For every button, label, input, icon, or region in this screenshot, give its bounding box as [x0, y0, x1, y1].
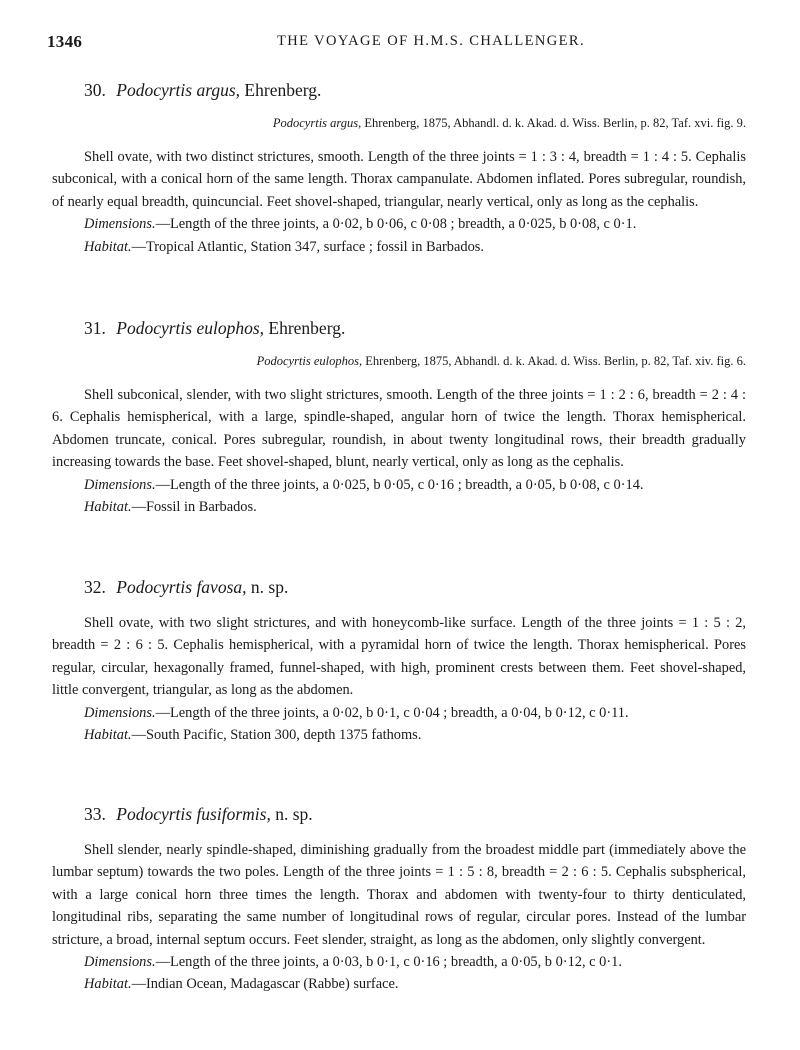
- species-authority: n. sp.: [275, 804, 313, 824]
- species-citation: [52, 352, 746, 370]
- species-heading: [84, 317, 746, 339]
- running-head: [47, 32, 755, 56]
- species-number: 32.: [84, 577, 106, 597]
- dimensions-label: Dimensions.: [84, 216, 156, 233]
- dimensions-label: Dimensions.: [84, 704, 156, 721]
- citation-name: Podocyrtis eulophos,: [256, 354, 363, 368]
- species-habitat: [52, 236, 746, 258]
- species-entry-32: [52, 576, 746, 746]
- species-dimensions: [52, 474, 746, 496]
- habitat-label: Habitat.: [84, 976, 132, 993]
- habitat-text: —Tropical Atlantic, Station 347, surface ; fossil in Barbados.: [131, 238, 484, 255]
- habitat-label: Habitat.: [84, 727, 132, 744]
- running-title: THE VOYAGE OF H.M.S. CHALLENGER.: [277, 33, 585, 49]
- species-authority: Ehrenberg.: [268, 318, 346, 338]
- dimensions-label: Dimensions.: [84, 476, 156, 493]
- species-dimensions: [52, 702, 746, 724]
- species-dimensions: [52, 951, 746, 973]
- citation-reference: Ehrenberg, 1875, Abhandl. d. k. Akad. d. Wiss. Berlin, p. 82, Taf. xvi. fig. 9.: [364, 116, 746, 130]
- dimensions-text: —Length of the three joints, a 0·03, b 0·1, c 0·16 ; breadth, a 0·05, b 0·12, c 0·1.: [155, 954, 622, 971]
- habitat-text: —Indian Ocean, Madagascar (Rabbe) surface.: [131, 976, 399, 993]
- dimensions-label: Dimensions.: [84, 954, 156, 971]
- species-habitat: [52, 724, 746, 746]
- species-number: 33.: [84, 804, 106, 824]
- habitat-text: —South Pacific, Station 300, depth 1375 fathoms.: [131, 727, 422, 744]
- habitat-label: Habitat.: [84, 499, 132, 516]
- species-name: Podocyrtis fusiformis,: [116, 804, 271, 824]
- species-name: Podocyrtis favosa,: [116, 577, 247, 597]
- species-name: Podocyrtis argus,: [116, 80, 241, 100]
- species-name: Podocyrtis eulophos,: [116, 318, 265, 338]
- page-number: 1346: [47, 32, 83, 51]
- species-number: 30.: [84, 80, 106, 100]
- species-entry-31: [52, 317, 746, 518]
- species-heading: [84, 803, 746, 825]
- species-heading: [84, 576, 746, 598]
- species-description: Shell subconical, slender, with two slight strictures, smooth. Length of the three joints = 1 : 2 : 6, breadth = 2 : 4 : 6. Cephalis hemispherical, with a large, spindle-shaped, angular horn of twice the length. Thorax hemispherical. Abdomen truncate, conical. Pores subregular, roundish, in about twenty longitudinal rows, their breadth gradually increasing towards the base. Feet shovel-shaped, blunt, nearly vertical, only as long as the cephalis.: [52, 387, 746, 471]
- species-description: Shell ovate, with two slight strictures, and with honeycomb-like surface. Length of the three joints = 1 : 5 : 2, breadth = 2 : 6 : 5. Cephalis hemispherical, with a pyramidal horn of twice the length. Thorax hemispherical. Pores regular, circular, hexagonally framed, funnel-shaped, with high, prominent crests between them. Feet shovel-shaped, little convergent, triangular, as long as the abdomen.: [52, 615, 746, 699]
- species-habitat: [52, 973, 746, 995]
- habitat-label: Habitat.: [84, 238, 132, 255]
- species-citation: [52, 114, 746, 132]
- citation-reference: Ehrenberg, 1875, Abhandl. d. k. Akad. d. Wiss. Berlin, p. 82, Taf. xiv. fig. 6.: [365, 354, 746, 368]
- species-description: Shell slender, nearly spindle-shaped, diminishing gradually from the broadest middle part (immediately above the lumbar septum) towards the two poles. Length of the three joints = 1 : 5 : 8, breadth = 2 : 6 : 5. Cephalis subspherical, with a large conical horn three times the length. Thorax and abdomen with twenty-four to thirty denticulated, longitudinal ribs, separating the same number of longitudinal rows of regular, circular pores. Instead of the lumbar stricture, a broad, internal septum occurs. Feet slender, straight, as long as the abdomen, only slightly convergent.: [52, 842, 746, 948]
- species-authority: Ehrenberg.: [244, 80, 322, 100]
- species-heading: [84, 79, 746, 101]
- species-entry-30: [52, 79, 746, 258]
- species-habitat: [52, 496, 746, 518]
- dimensions-text: —Length of the three joints, a 0·025, b 0·05, c 0·16 ; breadth, a 0·05, b 0·08, c 0·14.: [155, 476, 644, 493]
- species-description: Shell ovate, with two distinct strictures, smooth. Length of the three joints = 1 : 3 : 4, breadth = 1 : 4 : 5. Cephalis subconical, with a conical horn of the same length. Thorax campanulate. Abdomen inflated. Pores subregular, roundish, of nearly equal breadth, quincuncial. Feet shovel-shaped, triangular, nearly vertical, only as long as the cephalis.: [52, 149, 746, 210]
- species-number: 31.: [84, 318, 106, 338]
- citation-name: Podocyrtis argus,: [272, 116, 362, 130]
- species-entry-33: [52, 803, 746, 996]
- dimensions-text: —Length of the three joints, a 0·02, b 0·06, c 0·08 ; breadth, a 0·025, b 0·08, c 0·1.: [155, 216, 637, 233]
- habitat-text: —Fossil in Barbados.: [131, 499, 257, 516]
- species-authority: n. sp.: [250, 577, 289, 597]
- dimensions-text: —Length of the three joints, a 0·02, b 0·1, c 0·04 ; breadth, a 0·04, b 0·12, c 0·11.: [155, 704, 629, 721]
- species-dimensions: [52, 213, 746, 235]
